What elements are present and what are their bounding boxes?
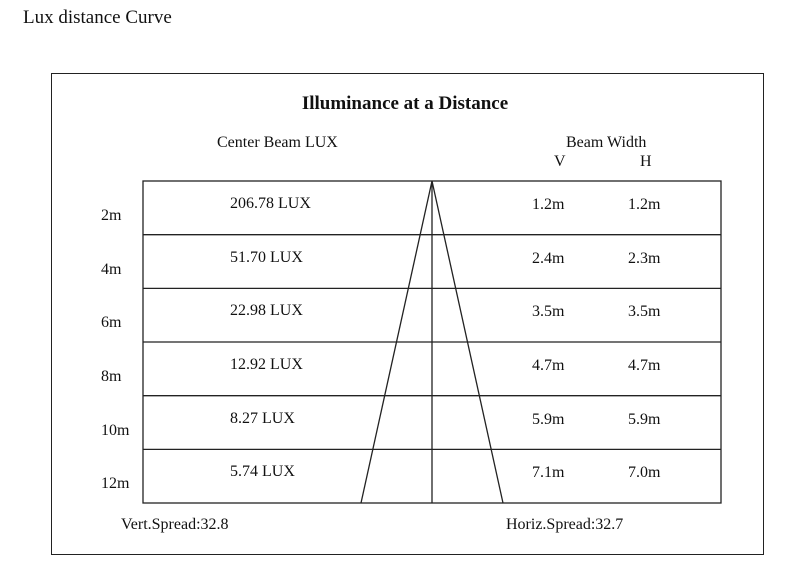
beam-width-h: 1.2m bbox=[628, 196, 661, 213]
lux-value: 22.98 LUX bbox=[230, 302, 303, 320]
beam-width-v: 2.4m bbox=[532, 249, 565, 267]
lux-value: 8.27 LUX bbox=[230, 409, 295, 427]
center-beam-header: Center Beam LUX bbox=[217, 134, 338, 151]
beam-width-h: 5.9m bbox=[628, 410, 661, 428]
beam-width-v: 4.7m bbox=[532, 357, 565, 374]
beam-width-h: 4.7m bbox=[628, 357, 661, 374]
beam-width-v: 7.1m bbox=[532, 464, 565, 482]
beam-width-h: 7.0m bbox=[628, 464, 661, 482]
page-title: Lux distance Curve bbox=[23, 7, 172, 28]
beam-width-h: 3.5m bbox=[628, 303, 661, 321]
distance-label: 10m bbox=[101, 421, 130, 439]
beam-width-header: Beam Width bbox=[566, 134, 647, 151]
distance-label: 2m bbox=[101, 207, 122, 224]
vertical-header: V bbox=[554, 153, 566, 170]
beam-width-v: 5.9m bbox=[532, 410, 565, 428]
lux-value: 12.92 LUX bbox=[230, 356, 303, 373]
horiz-spread-label: Horiz.Spread:32.7 bbox=[506, 516, 624, 533]
vert-spread-label: Vert.Spread:32.8 bbox=[121, 516, 229, 533]
lux-value: 206.78 LUX bbox=[230, 195, 311, 212]
beam-width-v: 3.5m bbox=[532, 303, 565, 321]
lux-value: 5.74 LUX bbox=[230, 463, 295, 481]
distance-label: 4m bbox=[101, 260, 122, 278]
horizontal-header: H bbox=[640, 153, 652, 170]
beam-width-h: 2.3m bbox=[628, 249, 661, 267]
lux-value: 51.70 LUX bbox=[230, 248, 303, 266]
distance-label: 12m bbox=[101, 475, 130, 493]
distance-label: 8m bbox=[101, 368, 122, 385]
beam-width-v: 1.2m bbox=[532, 196, 565, 213]
distance-label: 6m bbox=[101, 314, 122, 332]
chart-title: Illuminance at a Distance bbox=[301, 93, 509, 114]
